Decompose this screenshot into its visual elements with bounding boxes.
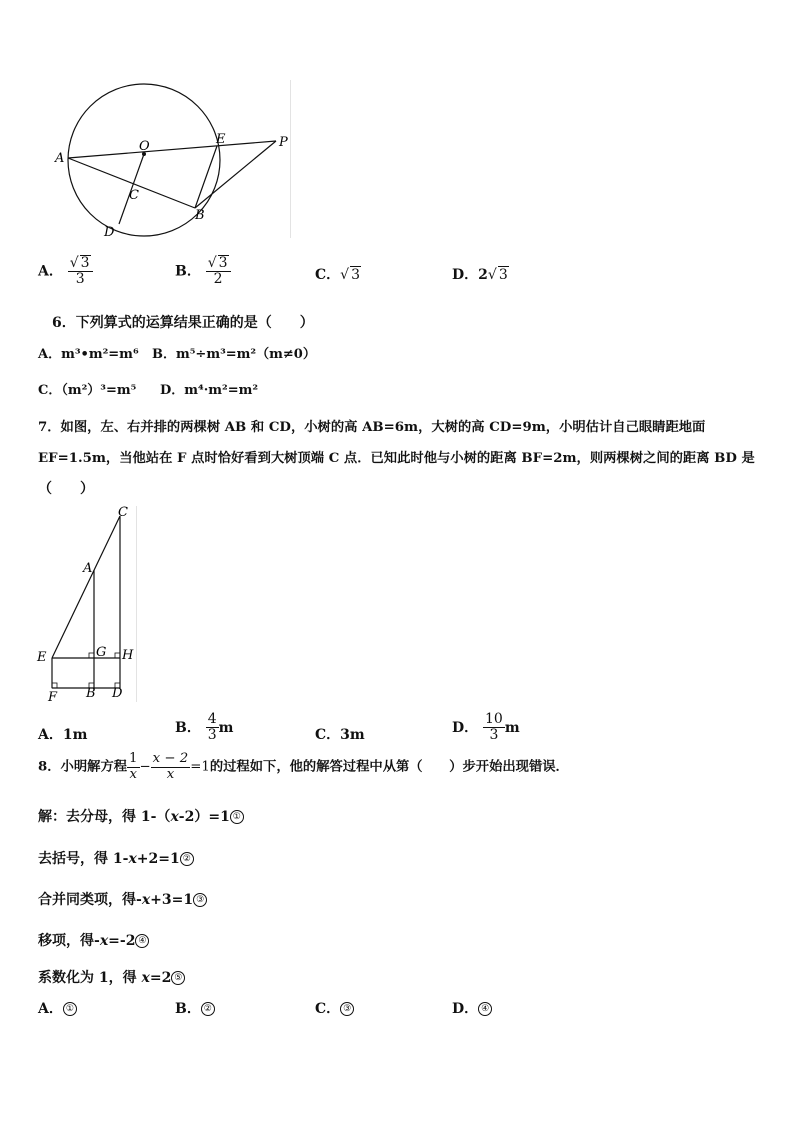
label-a: A — [55, 151, 65, 166]
label-f: F — [48, 690, 58, 705]
label-a: A — [83, 561, 93, 576]
q6-option-d[interactable]: D．m⁴·m²=m² — [160, 383, 259, 398]
q8-stem: 8．小明解方程 $\frac{1}{x}$ − $\frac{x - 2}{x}$ =1的过程如下，他的解答过程中从第（ ）步开始出现错误． — [38, 751, 569, 782]
label-e: E — [216, 132, 226, 147]
q6-option-c[interactable]: C．（m²）³=m⁵ — [38, 383, 137, 398]
line-ec — [52, 516, 120, 658]
q8-step-4: 移项，得-x=-2 ④ — [38, 930, 149, 950]
right-angle-h — [115, 653, 120, 658]
q7-option-c[interactable]: C．3m — [315, 727, 365, 743]
right-angle-f — [52, 683, 57, 688]
q7-stem-line2: EF=1.5m，当他站在 F 点时恰好看到大树顶端 C 点．已知此时他与小树的距离 BF=2m，则两棵树之间的距离 BD 是 — [38, 451, 755, 466]
label-h: H — [122, 648, 134, 663]
label-d: D — [104, 225, 115, 240]
label-o: O — [139, 139, 150, 154]
q5-option-b[interactable]: B． $\frac{√ 3}{2}$ — [175, 255, 231, 288]
right-angle-g — [89, 653, 94, 658]
q6-option-b[interactable]: B．m⁵÷m³=m²（m≠0） — [152, 347, 316, 362]
label-b: B — [86, 686, 96, 701]
q8-step-3: 合并同类项，得-x+3=1 ③ — [38, 889, 207, 909]
q7-stem-line3: （ ） — [38, 481, 94, 497]
q7-option-b[interactable]: B． $\frac{4}{3}$ m — [175, 711, 234, 744]
label-b: B — [195, 208, 205, 223]
q5-option-d[interactable]: D．2√ 3 — [452, 267, 508, 283]
label-c: C — [118, 505, 128, 520]
q8-option-d[interactable]: D． ④ — [452, 998, 492, 1018]
q7-stem-line1: 7．如图，左、右并排的两棵树 AB 和 CD，小树的高 AB=6m，大树的高 CD=9m，小明估计自己眼睛距地面 — [38, 420, 706, 435]
q5-option-a[interactable]: A． $\frac{√ 3}{3}$ — [38, 255, 93, 288]
q8-option-a[interactable]: A． ① — [38, 998, 77, 1018]
q6-stem: 6．下列算式的运算结果正确的是（ ） — [52, 315, 314, 331]
q8-step-1: 解：去分母，得 1-（x-2）=1 ① — [38, 806, 244, 826]
label-g: G — [96, 645, 107, 660]
line-ap — [68, 141, 276, 158]
trees-figure — [34, 504, 142, 706]
figure-right-edge — [290, 80, 291, 238]
figure-right-edge — [136, 506, 137, 702]
q7-option-a[interactable]: A．1m — [38, 727, 88, 743]
label-c: C — [129, 188, 139, 203]
q5-option-c[interactable]: C．√ 3 — [315, 267, 360, 283]
label-e: E — [37, 650, 47, 665]
q8-step-2: 去括号，得 1-x+2=1 ② — [38, 848, 194, 868]
q7-option-d[interactable]: D． $\frac{10}{3}$ m — [452, 711, 520, 744]
q8-option-c[interactable]: C． ③ — [315, 998, 354, 1018]
label-p: P — [279, 135, 288, 150]
q8-option-b[interactable]: B． ② — [175, 998, 215, 1018]
q8-step-5: 系数化为 1，得 x=2 ⑤ — [38, 967, 185, 987]
label-d: D — [112, 686, 123, 701]
circle-tangent-figure — [50, 78, 300, 246]
q6-option-a[interactable]: A．m³•m²=m⁶ — [38, 347, 139, 362]
